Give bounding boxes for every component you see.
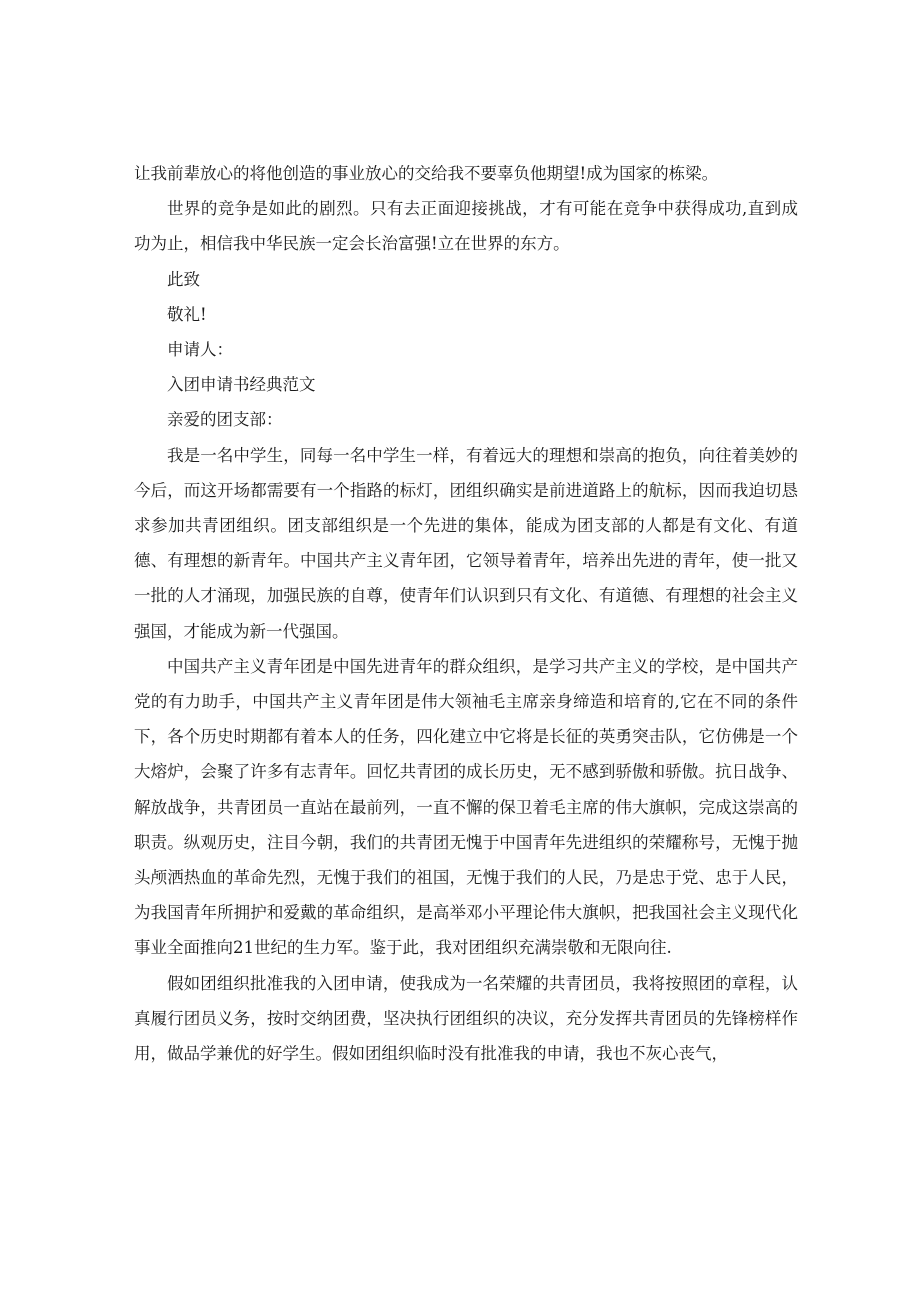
paragraph-league-history: 中国共产主义青年团是中国先进青年的群众组织，是学习共产主义的学校，是中国共产党的有力助手，中国共产主义青年团是伟大领袖毛主席亲身缔造和培育的,它在不同的条件下，各个历史时期都有着本人的任务，四化建立中它将是长征的英勇突击队，它仿佛是一个大熔炉，会聚了许多有志青年。回忆共青团的成长历史，无不感到骄傲和骄傲。抗日战争、解放战争，共青团员一直站在最前列，一直不懈的保卫着毛主席的伟大旗帜，完成这崇高的职责。纵观历史，注目今朝，我们的共青团无愧于中国青年先进组织的荣耀称号，无愧于抛头颅洒热血的革命先烈，无愧于我们的祖国，无愧于我们的人民，乃是忠于党、忠于人民，为我国青年所拥护和爱戴的革命组织，是高举邓小平理论伟大旗帜，把我国社会主义现代化事业全面推向21世纪的生力军。鉴于此，我对团组织充满崇敬和无限向往.: [134, 656, 798, 958]
section-title: 入团申请书经典范文: [167, 375, 316, 395]
greeting: 亲爱的团支部：: [167, 410, 283, 430]
closing-salutation: 此致: [167, 269, 200, 289]
paragraph-competition: 世界的竞争是如此的剧烈。只有去正面迎接挑战，才有可能在竞争中获得成功,直到成功为止，相信我中华民族一定会长治富强!立在世界的东方。: [134, 199, 798, 254]
paragraph-commitment: 假如团组织批准我的入团申请，使我成为一名荣耀的共青团员，我将按照团的章程，认真履行团员义务，按时交纳团费，坚决执行团组织的决议，充分发挥共青团员的先锋榜样作用，做品学兼优的好学生。假如团组织临时没有批准我的申请，我也不灰心丧气，: [134, 973, 798, 1064]
paragraph-intro: 我是一名中学生，同每一名中学生一样，有着远大的理想和崇高的抱负，向往着美妙的今后，而这开场都需要有一个指路的标灯，团组织确实是前进道路上的航标，因而我迫切恳求参加共青团组织。团支部组织是一个先进的集体，能成为团支部的人都是有文化、有道德、有理想的新青年。中国共产主义青年团，它领导着青年，培养出先进的青年，使一批又一批的人才涌现，加强民族的自尊，使青年们认识到只有文化、有道德、有理想的社会主义强国，才能成为新一代强国。: [134, 445, 798, 641]
letter-body: [134, 156, 798, 1071]
closing-respect: 敬礼!: [167, 304, 207, 324]
paragraph-continuation: 让我前辈放心的将他创造的事业放心的交给我不要辜负他期望!成为国家的栋梁。: [134, 164, 719, 183]
applicant-label: 申请人：: [167, 340, 233, 360]
